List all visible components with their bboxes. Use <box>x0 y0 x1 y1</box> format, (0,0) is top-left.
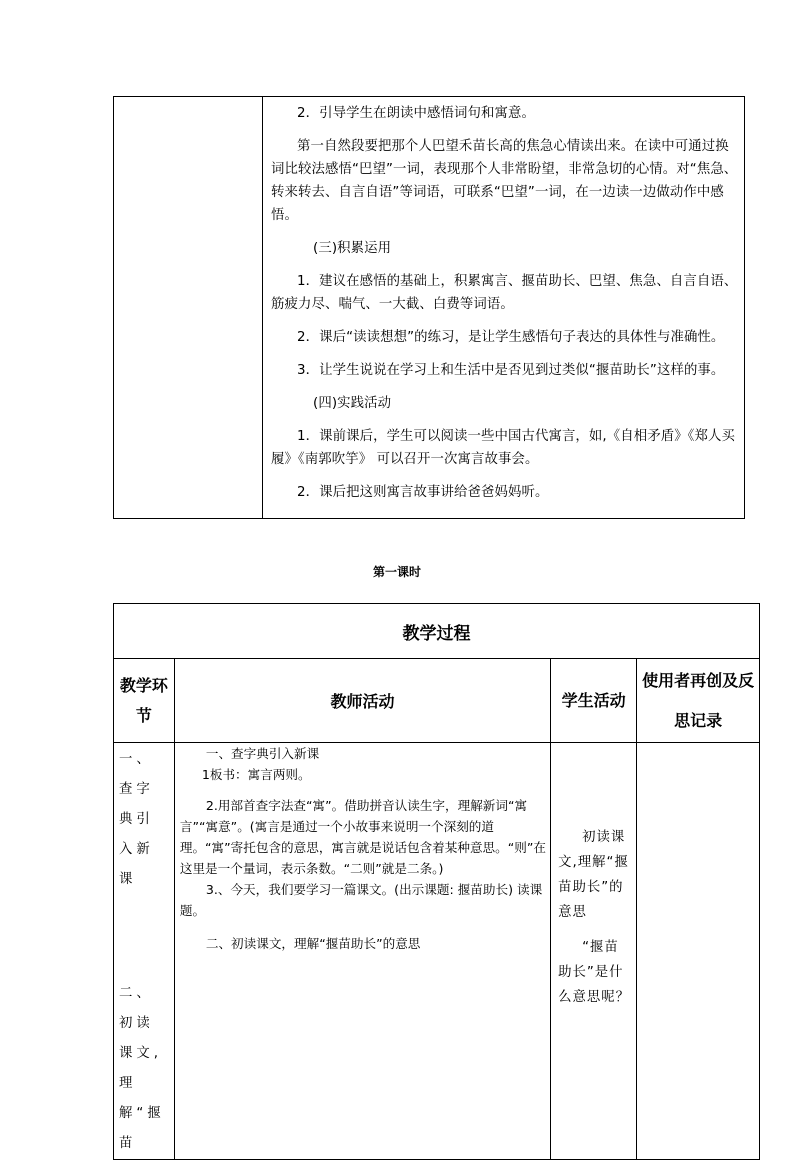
reflection-cell <box>637 743 760 1160</box>
header-reflection: 使用者再创及反思记录 <box>637 659 760 743</box>
stage-1-label: 一、查字典引入新课 <box>119 752 154 887</box>
paragraph: 1．建议在感悟的基础上，积累寓言、揠苗助长、巴望、焦急、自言自语、筋疲力尽、喘气、一大截、白费等词语。 <box>271 274 738 312</box>
teacher-line: 2.用部首查字法查“寓”。借助拼音认读生字，理解新词“寓言”“寓意”。(寓言是通过一个小故事来说明一个深刻的道理。“寓”寄托包含的意思，寓言就是说话包含着某种意思。“则”在这里是一个量词，表示条数。“二则”就是二条。) <box>179 798 546 876</box>
section-heading: (四)实践活动 <box>313 396 392 411</box>
teacher-line: 一、查字典引入新课 <box>205 746 320 761</box>
stage-2-label: 二、初读课文,理解“揠苗 <box>119 986 165 1151</box>
teacher-line: 3.、今天，我们要学习一篇课文。(出示课题: 揠苗助长) 读课题。 <box>179 882 543 918</box>
paragraph: 1．课前课后，学生可以阅读一些中国古代寓言，如,《自相矛盾》《郑人买履》《南郭吹竽》 可以召开一次寓言故事会。 <box>271 429 735 467</box>
process-title: 教学过程 <box>114 604 760 659</box>
top-content-cell <box>263 97 745 519</box>
header-teacher: 教师活动 <box>174 659 550 743</box>
top-content-table <box>113 96 745 519</box>
header-student: 学生活动 <box>551 659 637 743</box>
teaching-process-table <box>113 603 760 1160</box>
student-line: 初读课文,理解“揠苗助长”的意思 <box>558 830 629 920</box>
top-empty-cell <box>114 97 263 519</box>
paragraph: 2．课后把这则寓言故事讲给爸爸妈妈听。 <box>297 485 549 500</box>
paragraph: 2．引导学生在朗读中感悟词句和寓意。 <box>297 106 535 121</box>
header-stage: 教学环节 <box>114 659 175 743</box>
paragraph: 第一自然段要把那个人巴望禾苗长高的焦急心情读出来。在读中可通过换词比较法感悟“巴望”一词，表现那个人非常盼望，非常急切的心情。对“焦急、转来转去、自言自语”等词语，可联系“巴望”一词，在一边读一边做动作中感悟。 <box>271 139 738 223</box>
paragraph: 2．课后“读读想想”的练习，是让学生感悟句子表达的具体性与准确性。 <box>297 330 725 345</box>
student-line: “揠苗助长”是什么意思呢？ <box>558 940 631 1005</box>
teacher-line: 二、初读课文，理解“揠苗助长”的意思 <box>205 936 421 951</box>
section-heading: (三)积累运用 <box>313 241 392 256</box>
teacher-line: 1板书：寓言两则。 <box>201 767 311 782</box>
teacher-activity-cell <box>174 743 550 1160</box>
stage-cell <box>114 743 175 1160</box>
paragraph: 3．让学生说说在学习上和生活中是否见到过类似“揠苗助长”这样的事。 <box>297 363 725 378</box>
session-title: 第一课时 <box>372 565 421 579</box>
student-activity-cell <box>551 743 637 1160</box>
